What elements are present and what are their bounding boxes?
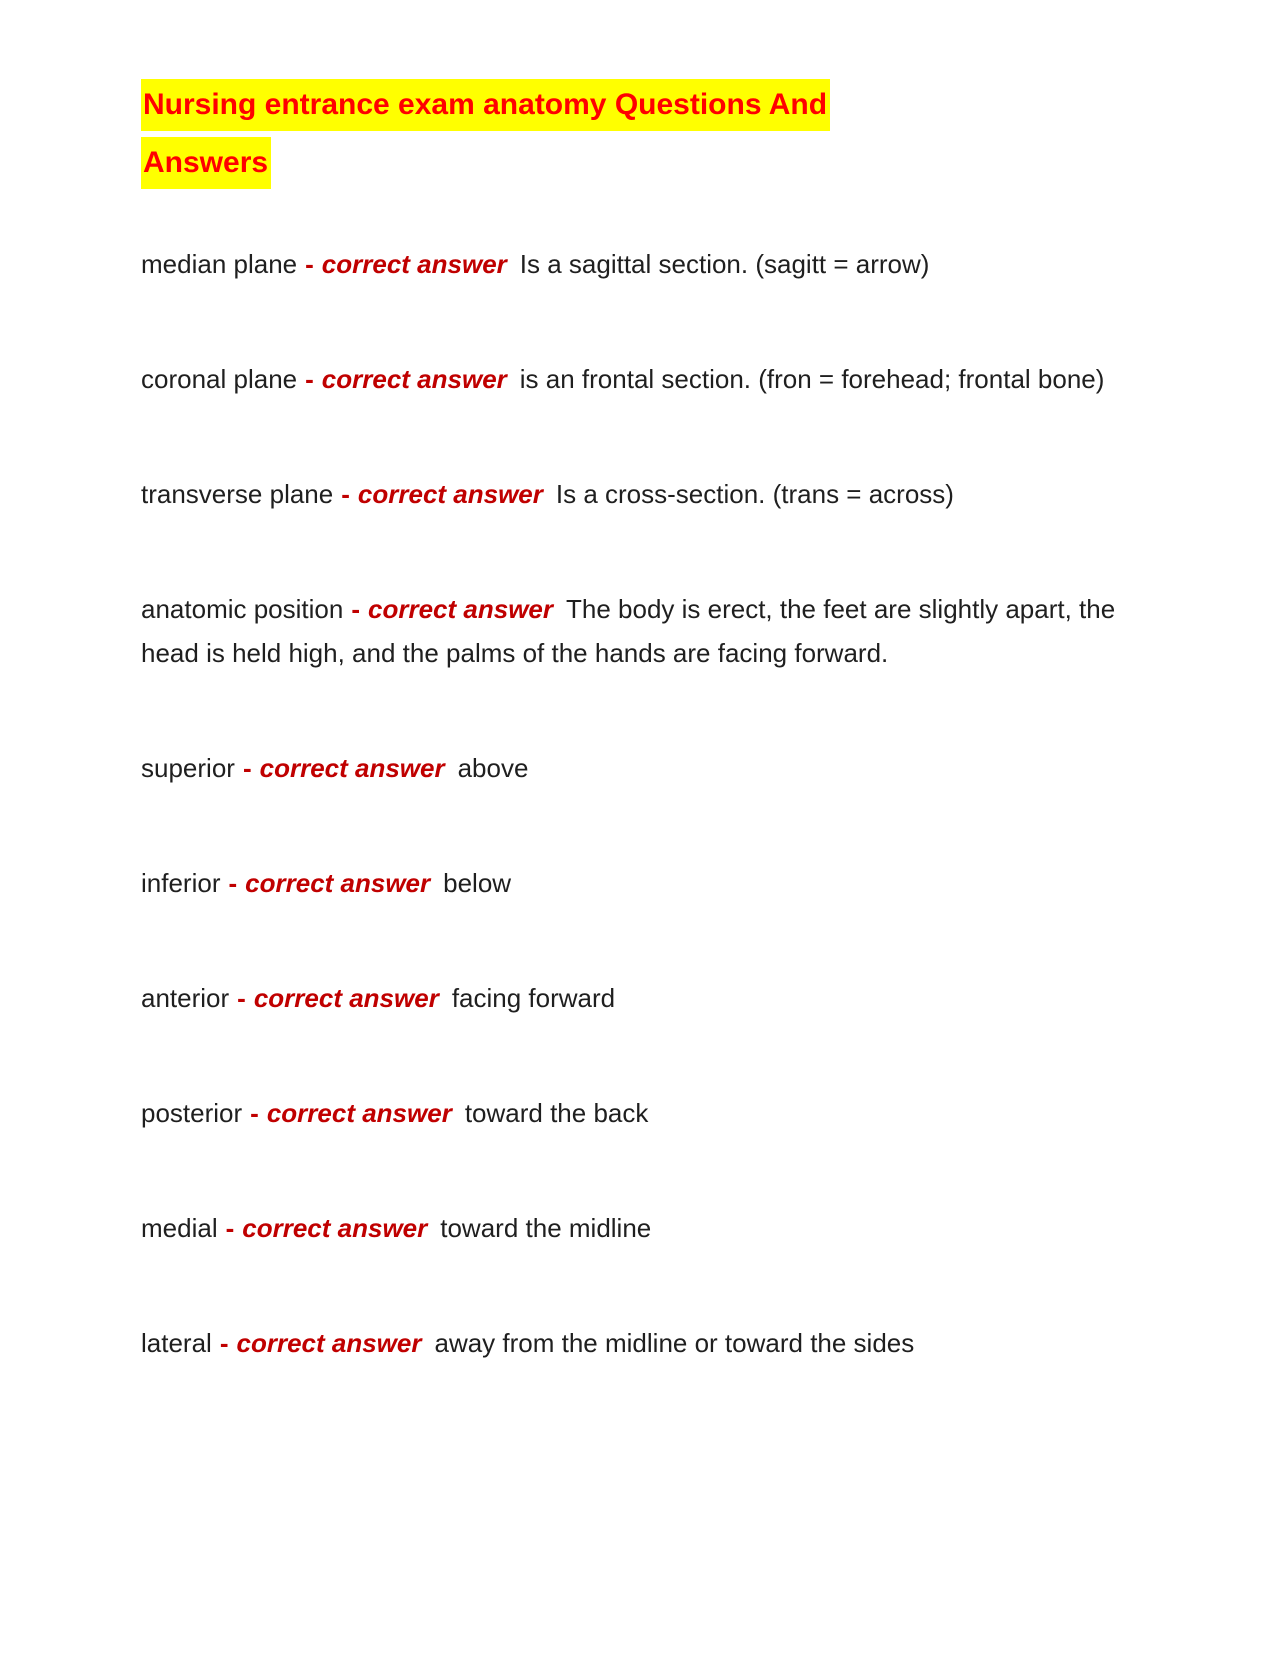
qa-entry xyxy=(141,746,1150,790)
qa-entry xyxy=(141,472,1150,516)
qa-separator: - xyxy=(228,868,238,898)
qa-term: posterior xyxy=(141,1098,243,1128)
qa-separator: - xyxy=(225,1213,235,1243)
qa-separator: - xyxy=(305,249,314,279)
qa-separator: - xyxy=(219,1328,229,1358)
qa-entry xyxy=(141,357,1150,401)
qa-answer: Is a sagittal section. (sagitt = arrow) xyxy=(519,249,930,279)
correct-answer-label: correct answer xyxy=(259,753,445,783)
qa-answer: away from the midline or toward the sides xyxy=(434,1328,915,1358)
qa-term: transverse plane xyxy=(141,479,334,509)
qa-term: median plane xyxy=(141,249,298,279)
correct-answer-label: correct answer xyxy=(253,983,439,1013)
qa-term: superior xyxy=(141,753,235,783)
qa-term: anterior xyxy=(141,983,230,1013)
page-title xyxy=(141,76,941,192)
qa-separator: - xyxy=(242,753,252,783)
qa-entry xyxy=(141,1321,1150,1365)
correct-answer-label: correct answer xyxy=(368,594,553,624)
qa-term: anatomic position xyxy=(141,594,344,624)
correct-answer-label: correct answer xyxy=(236,1328,422,1358)
correct-answer-label: correct answer xyxy=(245,868,431,898)
qa-answer: The body is erect, the feet are slightly apart, the head is held high, and the palms of the hands are facing forward. xyxy=(141,594,1116,668)
qa-term: inferior xyxy=(141,868,221,898)
qa-separator: - xyxy=(341,479,350,509)
correct-answer-label: correct answer xyxy=(321,249,507,279)
correct-answer-label: correct answer xyxy=(321,364,507,394)
qa-answer: toward the midline xyxy=(440,1213,652,1243)
qa-term: lateral xyxy=(141,1328,212,1358)
qa-entry xyxy=(141,861,1150,905)
qa-entry xyxy=(141,976,1150,1020)
qa-entry xyxy=(141,1091,1150,1135)
qa-entry xyxy=(141,587,1150,675)
qa-separator: - xyxy=(351,594,361,624)
qa-separator: - xyxy=(305,364,314,394)
qa-list xyxy=(141,242,1150,1365)
qa-answer: facing forward xyxy=(451,983,616,1013)
page-title-highlight: Nursing entrance exam anatomy Questions And Answers xyxy=(141,79,830,189)
correct-answer-label: correct answer xyxy=(266,1098,452,1128)
qa-entry xyxy=(141,1206,1150,1250)
qa-answer: Is a cross-section. (trans = across) xyxy=(555,479,954,509)
qa-term: coronal plane xyxy=(141,364,298,394)
qa-answer: toward the back xyxy=(464,1098,649,1128)
qa-answer: is an frontal section. (fron = forehead; frontal bone) xyxy=(519,364,1105,394)
qa-answer: above xyxy=(457,753,529,783)
correct-answer-label: correct answer xyxy=(242,1213,428,1243)
correct-answer-label: correct answer xyxy=(357,479,543,509)
qa-term: medial xyxy=(141,1213,218,1243)
qa-entry xyxy=(141,242,1150,286)
qa-separator: - xyxy=(237,983,246,1013)
qa-answer: below xyxy=(443,868,512,898)
qa-separator: - xyxy=(250,1098,259,1128)
